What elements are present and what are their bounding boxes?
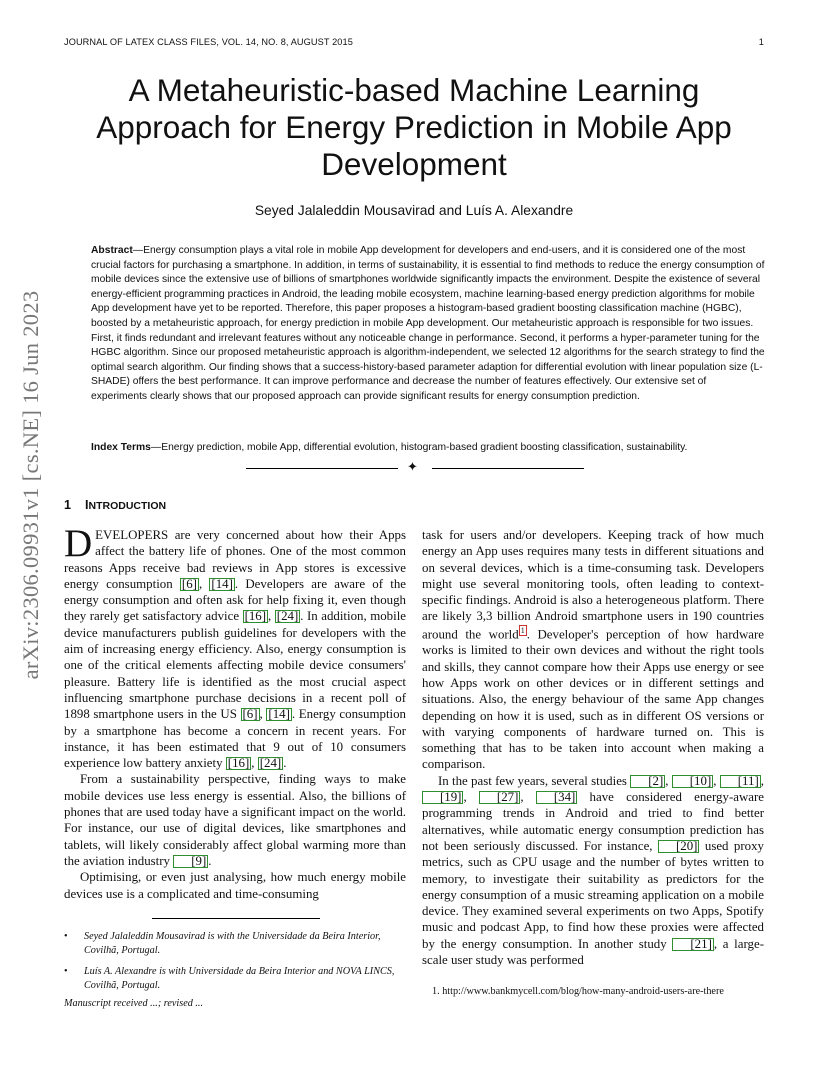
arxiv-stamp xyxy=(16,290,46,680)
bullet-icon: • xyxy=(64,931,68,942)
paragraph: Optimising, or even just analysing, how much energy mobile devices use is a complicated and time-consuming xyxy=(64,870,406,901)
abstract xyxy=(91,244,765,405)
affiliation-footnote: • Seyed Jalaleddin Mousavirad is with the Universidade da Beira Interior, Covilhã, Portugal. xyxy=(64,931,381,956)
divider-diamond-icon: ✦ xyxy=(407,459,418,474)
divider-line-left xyxy=(246,468,398,469)
citation-link[interactable]: [14] xyxy=(211,576,233,591)
drop-cap: D xyxy=(64,522,93,565)
citation-link[interactable]: [34] xyxy=(536,791,577,804)
body-column-left xyxy=(64,522,406,902)
citation-link[interactable]: [6] xyxy=(181,576,197,591)
running-header xyxy=(64,37,764,47)
citation-link[interactable]: [10] xyxy=(672,775,713,788)
section-title-rest: NTRODUCTION xyxy=(88,500,167,512)
citation-link[interactable]: [27] xyxy=(479,791,520,804)
paragraph: From a sustainability perspective, finding ways to make mobile devices use less energy is essential. Also, the billions of phones that are used today have a significant impact on the world. For instance, our use of digital devices, like smartphones and tablets, will likely considerably affect global warming more than the aviation industry [9] . xyxy=(64,772,406,868)
citation-link[interactable]: [16] xyxy=(227,756,250,771)
section-initial: I xyxy=(85,498,89,512)
footnote-rule xyxy=(152,918,320,919)
citation-link[interactable]: [11] xyxy=(720,775,761,788)
body-column-right xyxy=(422,527,764,968)
paragraph: DEVELOPERS are very concerned about how their Apps affect the battery life of phones. One of the most common reasons Apps receive bad reviews in App stores is excessive energy consumption [6] , [14] . Developers are aware of the energy consumption and often ask for help fixing it, even though they rarely get satisfactory advice [16] , [24] . In addition, mobile device manufacturers publish guidelines for developers with the aim of increasing energy efficiency. Also, energy consumption is one of the critical elements affecting mobile device consumers' pleasure. Battery life is identified as the most crucial aspect influencing smartphone purchase decisions in a recent poll of 1898 smartphone users in the US [6] , [14] . Energy consumption by a smartphone has become a concern in recent years. For instance, it has been estimated that 9 out of 10 consumers experience low battery anxiety [16] , [24] . xyxy=(64,522,406,771)
section-divider xyxy=(246,459,584,476)
abstract-text: —Energy consumption plays a vital role in mobile App development for developers and end-users, and it is considered one of the most crucial factors for purchasing a smartphone. In addition, in terms of sustainability, it is essential to find methods to reduce the energy consumption of mobile devices since the extensive use of billions of smartphones worldwide significantly impacts the environment. Despite the existence of several energy-efficient programming practices in Android, the leading mobile ecosystem, machine learning-based energy prediction algorithms for mobile App development have yet to be reported. Therefore, this paper proposes a histogram-based gradient boosting classification machine (HGBC), boosted by a metaheuristic approach, for energy prediction in mobile App development. Our metaheuristic approach is responsible for two issues. First, it finds redundant and irrelevant features without any noticeable change in performance. Second, it performs a hyper-parameter tuning for the HGBC algorithm. Since our proposed metaheuristic approach is algorithm-independent, we selected 12 algorithms for the search strategy to find the optimal search algorithm. Our finding shows that a success-history-based parameter adaption for differential evolution with linear population size (L-SHADE) offers the best performance. It can improve performance and decrease the number of features effectively. Our extensive set of experiments clearly shows that our proposed approach can provide significant results for energy consumption prediction. xyxy=(91,245,765,402)
abstract-label: Abstract xyxy=(91,245,133,256)
bullet-icon: • xyxy=(64,966,68,977)
author-list: Seyed Jalaleddin Mousavirad and Luís A. Alexandre xyxy=(254,203,574,218)
journal-name: JOURNAL OF LATEX CLASS FILES, VOL. 14, NO. 8, AUGUST 2015 xyxy=(64,37,353,47)
paragraph: In the past few years, several studies [2] , [10] , [11] , [19] , [27] , [34] have considered energy-aware programming trends in Android and tried to find better alternatives, while automatic energy consumption prediction has not been seriously discussed. For instance, [20] used proxy metrics, such as CPU usage and the number of bytes written to memory, to investigate their suitability as predictors for the energy consumption of a music streaming application on a mobile device. They examined several experiments on two Apps, Spotify music and podcast App, to find how these proxies were affected by the energy consumption. In another study [21] , a large-scale user study was performed xyxy=(422,773,765,968)
index-terms-label: Index Terms xyxy=(91,442,151,453)
paper-title: A Metaheuristic-based Machine Learning Approach for Energy Prediction in Mobile App Development xyxy=(96,72,732,182)
arxiv-identifier[interactable]: arXiv:2306.09931v1 [cs.NE] 16 Jun 2023 xyxy=(18,290,43,680)
citation-link[interactable]: [24] xyxy=(259,756,282,771)
citation-link[interactable]: [20] xyxy=(658,840,699,853)
manuscript-note: Manuscript received ...; revised ... xyxy=(64,998,203,1009)
page-number: 1 xyxy=(758,37,764,47)
citation-link[interactable]: [21] xyxy=(672,938,713,951)
section-number: 1 xyxy=(64,498,72,512)
footnote-marker-link[interactable]: 1 xyxy=(520,625,525,635)
url-footnote: 1. http://www.bankmycell.com/blog/how-many-android-users-are-there xyxy=(432,986,724,997)
citation-link[interactable]: [24] xyxy=(276,609,299,624)
index-terms xyxy=(91,441,765,455)
affiliation-footnote: • Luís A. Alexandre is with Universidade da Beira Interior and NOVA LINCS, Covilhã, Portugal. xyxy=(64,966,395,991)
citation-link[interactable]: [6] xyxy=(242,707,258,722)
index-terms-text: —Energy prediction, mobile App, differential evolution, histogram-based gradient boosting classification, sustainability. xyxy=(150,442,688,453)
citation-link[interactable]: [19] xyxy=(422,791,463,804)
section-heading-introduction xyxy=(64,498,166,512)
citation-link[interactable]: [2] xyxy=(630,775,665,788)
citation-link[interactable]: [14] xyxy=(268,707,290,722)
paragraph: task for users and/or developers. Keeping track of how much energy an App uses requires many tests in different situations and on several devices, which is a time-consuming task. Developers might use several monitoring tools, often leading to context-specific findings. Android is also a heterogeneous platform. There are likely 3,3 billion Android smartphone users in 190 countries around the world 1 . Developer's perception of how hardware works is limited to their own devices and without the right tools and skills, they cannot compare how their Apps use energy or see how Apps work on other devices or in different settings and situations. Also, the energy behaviour of the same App changes depending on how it is used, such as in different OS versions or with varying components of hardware turned on. This is something that has to be taken into account when making a comparison. xyxy=(422,528,764,772)
citation-link[interactable]: [9] xyxy=(173,855,208,868)
citation-link[interactable]: [16] xyxy=(244,609,267,624)
divider-line-right xyxy=(432,468,584,469)
